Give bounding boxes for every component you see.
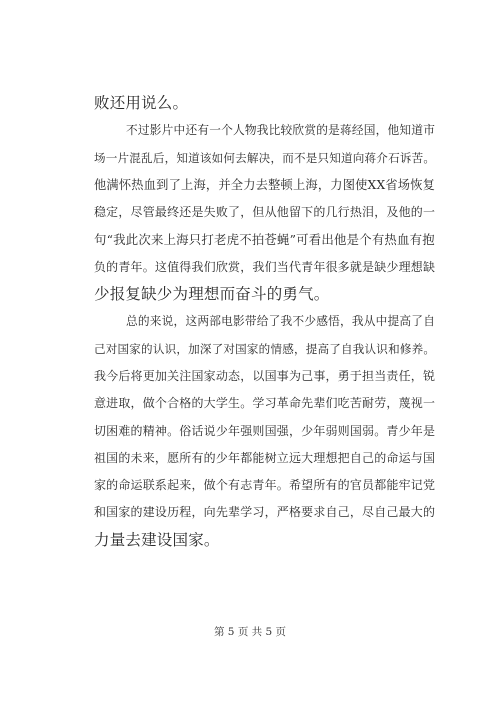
- text-line: 败还用说么。: [94, 94, 189, 112]
- page-number-footer: 第 5 页 共 5 页: [213, 626, 287, 638]
- text-line: 祖国的未来，愿所有的少年都能树立远大理想把自己的命运与国: [94, 450, 436, 465]
- text-line: 己对国家的认识，加深了对国家的情感，提高了自我认识和修养。: [94, 341, 436, 356]
- text-line: 我今后将更加关注国家动态，以国事为己事，勇于担当责任，锐: [94, 368, 436, 383]
- text-line: 意进取，做个合格的大学生。学习革命先辈们吃苦耐劳，蔑视一: [94, 396, 436, 411]
- text-line: 负的青年。这值得我们欣赏，我们当代青年很多就是缺少理想缺: [94, 259, 436, 274]
- document-body: [94, 90, 434, 554]
- text-line: 他满怀热血到了上海，并全力去整顿上海，力图使XX省场恢复: [94, 177, 436, 192]
- text-line: 和国家的建设历程，向先辈学习，严格要求自己，尽自己最大的: [94, 505, 436, 520]
- text-line: 稳定，尽管最终还是失败了，但从他留下的几行热泪，及他的一: [94, 205, 436, 220]
- paragraph-start-line: 总的来说，这两部电影带给了我不少感悟，我从中提高了自: [126, 314, 436, 329]
- text-line: 力量去建设国家。: [94, 530, 220, 549]
- paragraph-start-line: 不过影片中还有一个人物我比较欣赏的是蒋经国，他知道市: [126, 123, 436, 138]
- text-line: 句“我此次来上海只打老虎不拍苍蝇”可看出他是个有热血有抱: [94, 232, 435, 248]
- text-line: 少报复缺少为理想而奋斗的勇气。: [94, 285, 330, 304]
- text-line: 家的命运联系起来，做个有志青年。希望所有的官员都能牢记党: [94, 478, 436, 493]
- text-line: 切困难的精神。俗话说少年强则国强，少年弱则国弱。青少年是: [94, 423, 436, 438]
- text-line: 场一片混乱后，知道该如何去解决，而不是只知道向蒋介石诉苦。: [94, 150, 436, 165]
